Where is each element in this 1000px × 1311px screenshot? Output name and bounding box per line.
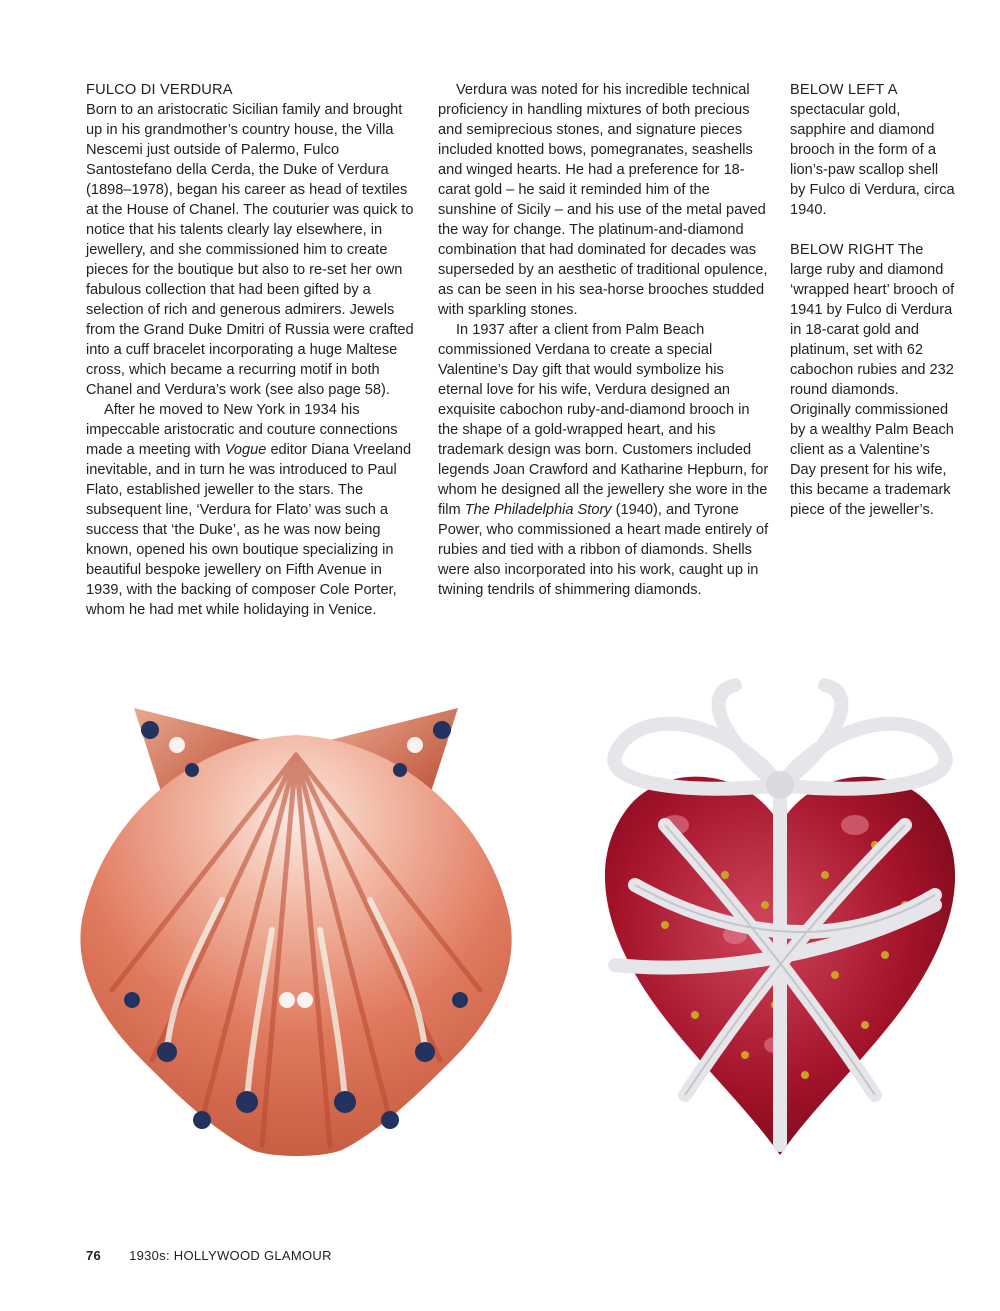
scallop-shell-brooch-image [72,700,520,1160]
film-title: The Philadelphia Story [464,502,612,518]
publication-title: Vogue [224,442,267,458]
body-text: (1940), and Tyrone Power, who commissioned a heart made entirely of rubies and tied with a ribbon of diamonds. Shells were also incorporated into his work, caught up in twining tendrils of shimmering diamonds. [438,502,769,598]
body-paragraph: Verdura was noted for his incredible technical proficiency in handling mixtures of both precious and semiprecious stones, and signature pieces included knotted bows, pomegranates, seashells and winged hearts. He had a preference for 18-carat gold – he said it reminded him of the sunshine of Sicily – and his use of the metal paved the way for change. The platinum-and-diamond combination that had dominated for decades was superseded by an aesthetic of traditional opulence, as can be seen in his sea-horse brooches studded with sparkling stones. [438,82,768,318]
body-text: editor Diana Vreeland inevitable, and in turn he was introduced to Paul Flato, established jeweller to the stars. The subsequent line, ‘Verdura for Flato’ was such a success that ‘the Duke’, as he was now being known, opened his own boutique specializing in beautiful bespoke jewellery on Fifth Avenue in 1939, with the backing of composer Cole Porter, whom he had met while holidaying in Venice. [86,442,412,618]
page-footer [86,1248,332,1263]
body-text: In 1937 after a client from Palm Beach commissioned Verdana to create a special Valentine’s Day gift that would symbolize his eternal love for his wife, Verdura designed an exquisite cabochon ruby-and-diamond brooch in the shape of a gold-wrapped heart, and his trademark design was born. Customers included legends Joan Crawford and Katharine Hepburn, for whom he designed all the jewellery she wore in the film [438,322,769,518]
caption-below-left [790,80,955,220]
caption-below-right [790,240,955,520]
caption-text: The large ruby and diamond ‘wrapped heart’ brooch of 1941 by Fulco di Verdura in 18-carat gold and platinum, set with 62 cabochon rubies and 232 round diamonds. Originally commissioned by a wealthy Palm Beach client as a Valentine’s Day present for his wife, this became a trademark piece of the jeweller’s. [790,242,955,518]
captions-column [790,80,955,520]
caption-label: BELOW LEFT [790,82,885,98]
body-paragraph [86,400,420,620]
body-paragraph [438,320,771,600]
wrapped-heart-brooch-image [575,675,985,1185]
body-paragraph: Born to an aristocratic Sicilian family and brought up in his grandmother’s country house, the Villa Nescemi just outside of Palermo, Fulco Santostefano della Cerda, the Duke of Verdura (1898–1978), began his career as head of textiles at the House of Chanel. The couturier was quick to notice that his talents clearly lay elsewhere, in jewellery, and she commissioned him to create pieces for the boutique but also to re-set her own fabulous collection that had been gifted by a selection of rich and generous admirers. Jewels from the Grand Duke Dmitri of Russia were crafted into a cuff bracelet incorporating a huge Maltese cross, which became a recurring motif in both Chanel and Verdura’s work (see also page 58). [86,102,414,398]
body-text: After he moved to New York in 1934 his impeccable aristocratic and couture connections made a meeting with [86,402,398,458]
article-column-2 [438,80,771,600]
section-heading: FULCO DI VERDURA [86,82,233,98]
caption-text: A spectacular gold, sapphire and diamond brooch in the form of a lion’s-paw scallop shell by Fulco di Verdura, circa 1940. [790,82,955,218]
article-column-1 [86,80,420,620]
page-number: 76 [86,1248,102,1263]
caption-label: BELOW RIGHT [790,242,895,258]
running-section-title: 1930s: HOLLYWOOD GLAMOUR [129,1248,332,1263]
